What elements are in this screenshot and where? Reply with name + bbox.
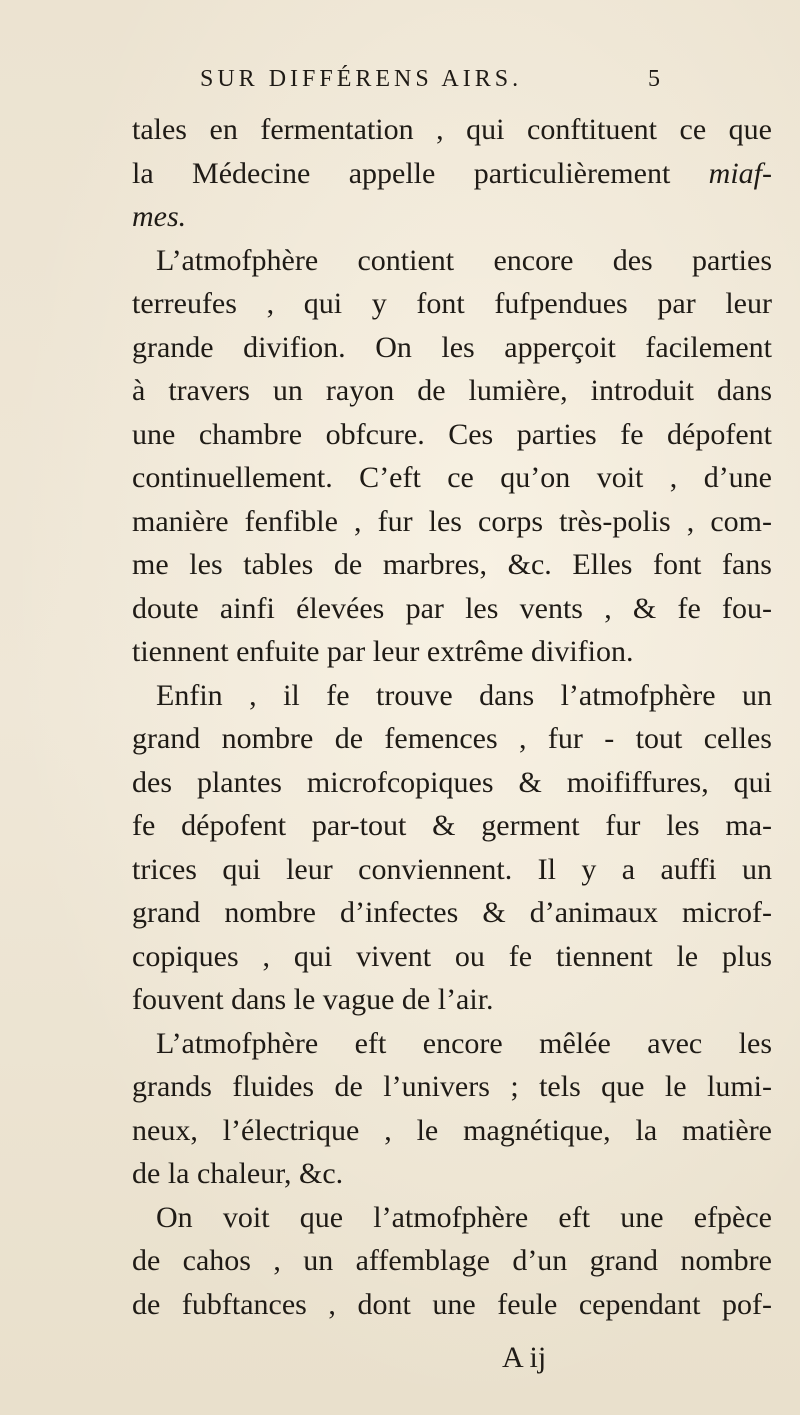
text-line — [132, 500, 772, 544]
text-line — [132, 1065, 772, 1109]
text-line — [132, 282, 772, 326]
text-line-content: à travers un rayon de lumière, introduit dans — [132, 374, 772, 407]
text-line-content: continuellement. C’eft ce qu’on voit , d’une — [132, 461, 772, 494]
text-line-content: une chambre obfcure. Ces parties fe dépofent — [132, 417, 772, 451]
running-head — [200, 66, 660, 93]
text-line-content: Enfin , il fe trouve dans l’atmofphère un — [156, 678, 772, 712]
text-line-content: L’atmofphère contient encore des parties — [156, 243, 772, 277]
text-line-content: On voit que l’atmofphère eft une efpèce — [156, 1200, 772, 1234]
text-line — [132, 1239, 772, 1283]
text-line-content: copiques , qui vivent ou fe tiennent le plus — [132, 939, 772, 973]
text-line — [132, 587, 772, 631]
italic-word: mes. — [132, 200, 187, 233]
text-line — [132, 1196, 772, 1240]
text-line — [132, 1152, 772, 1196]
text-line — [132, 369, 772, 413]
text-line-content: de cahos , un affemblage d’un grand nombre — [132, 1244, 772, 1277]
text-line-content: fouvent dans le vague de l’air. — [132, 983, 494, 1016]
text-line — [132, 1022, 772, 1066]
text-line-content: la Médecine appelle particulièrement — [132, 156, 709, 190]
text-line — [132, 1283, 772, 1327]
text-line-content: manière fenfible , fur les corps très-polis , com- — [132, 504, 772, 538]
text-line — [132, 674, 772, 718]
text-line-content: trices qui leur conviennent. Il y a auffi un — [132, 852, 772, 886]
text-line — [132, 152, 772, 196]
text-line — [132, 804, 772, 848]
text-line — [132, 891, 772, 935]
text-line — [132, 456, 772, 500]
text-line — [132, 195, 772, 239]
text-line-content: L’atmofphère eft encore mêlée avec les — [156, 1026, 772, 1060]
text-line — [132, 717, 772, 761]
text-line-content: tiennent enfuite par leur extrême divifion. — [132, 635, 634, 668]
italic-word: miaf- — [708, 156, 772, 190]
text-line — [132, 1109, 772, 1153]
text-line-content: de la chaleur, &c. — [132, 1157, 344, 1190]
text-line — [132, 630, 772, 674]
text-line — [132, 761, 772, 805]
signature-mark: A ij — [502, 1341, 547, 1374]
text-line — [132, 935, 772, 979]
text-line-content: doute ainfi élevées par les vents , & fe fou- — [132, 591, 772, 625]
text-line-content: grand nombre de femences , fur - tout celles — [132, 722, 772, 755]
running-title: SUR DIFFÉRENS AIRS. — [200, 66, 523, 92]
text-line — [132, 239, 772, 283]
text-line-content: grands fluides de l’univers ; tels que le lumi- — [132, 1070, 772, 1103]
text-line — [132, 978, 772, 1022]
page-number: 5 — [648, 66, 660, 92]
text-line-content: neux, l’électrique , le magnétique, la matière — [132, 1113, 772, 1147]
text-line-content: grand nombre d’infectes & d’animaux microf- — [132, 896, 772, 929]
text-line-content: des plantes microfcopiques & moififfures, qui — [132, 765, 772, 799]
text-line-content: tales en fermentation , qui conftituent ce que — [132, 113, 772, 146]
text-line — [132, 326, 772, 370]
text-line — [132, 848, 772, 892]
text-line — [132, 543, 772, 587]
text-line-content: grande divifion. On les apperçoit facilement — [132, 330, 772, 364]
text-line — [132, 108, 772, 152]
text-line-content: fe dépofent par-tout & germent fur les ma- — [132, 809, 772, 842]
body-text — [132, 108, 772, 1326]
text-line-content: terreufes , qui y font fufpendues par leur — [132, 287, 772, 320]
text-line-content: me les tables de marbres, &c. Elles font fans — [132, 548, 772, 581]
text-line-content: de fubftances , dont une feule cependant pof- — [132, 1287, 772, 1321]
text-line — [132, 413, 772, 457]
